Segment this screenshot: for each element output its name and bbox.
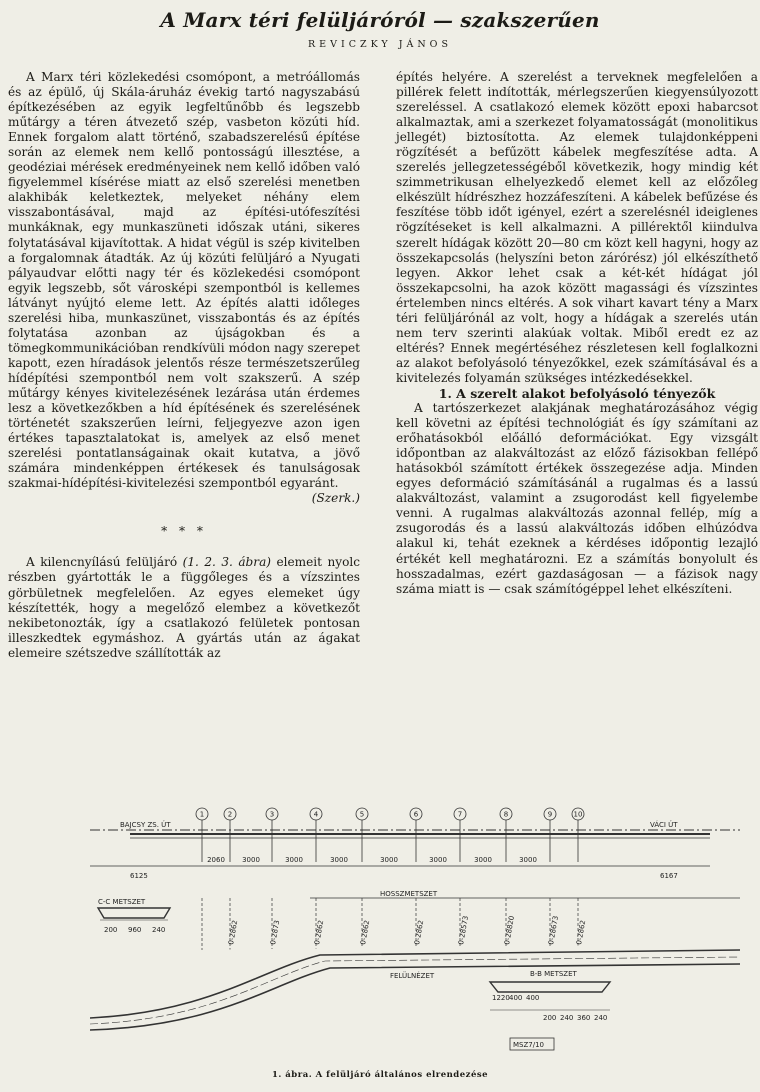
- bb-dimension: 360: [577, 1014, 591, 1022]
- bridge-drawing-svg: [90, 800, 750, 1062]
- figure-caption: 1. ábra. A felüljáró általános elrendezése: [271, 1070, 489, 1080]
- intro-paragraph: A Marx téri közlekedési csomópont, a metróállomás és az épülő, új Skála-áruház évekig tartó nagyszabású építkezésében az egyik legfeltűnőbb és legszebb műtárgy a téren átvezető szép, vasbeton közúti híd. Ennek forgalom alatt történő, szabadszerelésű építése során az elemek nem kellő pontosságú illesztése, a geodéziai mérések eredményeinek nem kellő időben való figyelemmel kísérése miatt az első szerelési menetben alakhibák keletkeztek, melyeket néhány elem visszabontásával, majd az építési-utófeszítési munkáknak, egy munkaszüneti időszak utáni, sikeres folytatásával kijavítottak. A hidat végül is szép kivitelben a forgalomnak átadták. Az új közúti felüljáró a Nyugati pályaudvar előtti nagy tér és közlekedési csomópont egyik legszebb, sőt városképi szempontból is kellemes látványt nyújtó eleme lett. Az építés alatti időleges szerelési hiba, munkaszünet, visszabontás és az építés folytatása azonban az újságokban és a tömegkommunikációban rendkívüli módon nagy szerepet kapott, ezen híradások jelentős része természetszerűleg hídépítési szempontból nem volt szakszerű. A szép műtárgy kényes kivitelezésének lezárása után érdemes lesz a következőkben a híd építésének és szerelésének történetét szakszerűen leírni, feljegyezve azon igen értékes tapasztalatokat is, amelyek az első menet szerelési pontatlanságainak okait kutatva, a jövő számára mindenképpen értékesek és tanulságosak szakmai-hídépítési-kivitelezési szempontból egyaránt.: [8, 70, 360, 491]
- longitudinal-label: HOSSZMETSZET: [380, 890, 438, 898]
- pier-number: 3: [269, 810, 275, 819]
- body-paragraph-1: [8, 555, 360, 660]
- article-title: A Marx téri felüljáróról — szakszerűen: [160, 8, 600, 32]
- bb-dimension: 240: [560, 1014, 574, 1022]
- pier-number: 9: [547, 810, 553, 819]
- elevation-label: 0-28820: [503, 915, 517, 946]
- elevation-label: 0-2862: [227, 919, 240, 946]
- pier-number: 7: [457, 810, 463, 819]
- right-road-label: VÁCI ÚT: [650, 821, 678, 829]
- left-column: [8, 70, 360, 661]
- pier-number: 4: [313, 810, 319, 819]
- bb-dimension: 240: [594, 1014, 608, 1022]
- bb-section-shape: [490, 982, 610, 992]
- bridge-drawing: [90, 800, 750, 1062]
- span-dimension: 3000: [429, 856, 447, 864]
- stamp-text: MSZ7/10: [513, 1041, 544, 1049]
- span-dimension: 3000: [285, 856, 303, 864]
- elevation-label: 0-2862: [359, 919, 372, 946]
- bb-dimension: 1220: [492, 994, 510, 1002]
- pier-number: 8: [503, 810, 509, 819]
- section-heading: 1. A szerelt alakot befolyásoló tényezők: [438, 385, 716, 401]
- elevation-label: 0-28573: [457, 915, 471, 946]
- plan-label: FELÜLNÉZET: [390, 972, 435, 980]
- end-dimension-left: 6125: [130, 872, 148, 880]
- span-dimension: 3000: [380, 856, 398, 864]
- section-separator: * * *: [161, 524, 207, 539]
- cc-section-shape: [98, 908, 170, 918]
- span-dimension: 3000: [242, 856, 260, 864]
- bb-dimension: 400: [509, 994, 523, 1002]
- end-dimension-right: 6167: [660, 872, 678, 880]
- pier-number: 2: [227, 810, 233, 819]
- figure-reference: (1. 2. 3. ábra): [182, 555, 272, 570]
- cc-dimension: 960: [128, 926, 142, 934]
- elevation-label: 0-28673: [547, 915, 561, 946]
- body-paragraph-3: A tartószerkezet alakjának meghatározásához végig kell követni az építési technológiát és így számítani az erőhatásokból előálló deformációkat. Egy vizsgált időpontban az alakváltozást az előző fázisokban fellépő hatásokból számított értékek összegezése adja. Minden egyes deformáció számításánál a rugalmas és a lassú alakváltozást, valamint a zsugorodást kell figyelembe venni. A rugalmas alakváltozás azonnal fellép, míg a zsugorodás és a lassú alakváltozás időben elhúzódva alakul ki, tehát ezeknek a kérdéses időpontig lezajló értékét kell meghatározni. Ez a számítás bonyolult és hosszadalmas, ezért gazdaságosan — a fázisok nagy száma miatt is — csak számítógéppel lehet elkészíteni.: [396, 401, 758, 596]
- span-dimension: 3000: [330, 856, 348, 864]
- body-paragraph-2: építés helyére. A szerelést a terveknek megfelelően a pillérek felett indították, mérlegszerűen kiegyensúlyozott szereléssel. A csatlakozó elemek között epoxi habarcsot alkalmaztak, ami a szerkezet folyamatosságát (monolitikus jellegét) biztosította. Az elemek tulajdonképpeni rögzítését a befűzött kábelek megfeszítése adta. A szerelés jellegzetességéből következik, hogy mindig két szimmetrikusan elhelyezkedő elemet kell az előzőleg elkészült hídrészhez hozzáfeszíteni. A kábelek befűzése és feszítése több időt igényel, ezért a szerelésnél ideiglenes rögzítéseket is kell alkalmazni. A pillérektől kiindulva szerelt hídágak között 20—80 cm közt kell hagyni, hogy az összekapcsolás (helyszíni beton zárórész) jól elkészíthető legyen. Akkor lehet csak a két-két hídágat jól összekapcsolni, ha azok között magassági és vízszintes értelemben nincs eltérés. A sok vihart kavart tény a Marx téri felüljárónál az volt, hogy a hídágak a szerelés után nem terv szerinti alakúak voltak. Miből eredt ez az eltérés? Ennek megértéséhez részletesen kell foglalkozni az alakot befolyásoló tényezőkkel, ezek számításával és a kivitelezés folyamán szükséges intézkedésekkel.: [396, 70, 758, 385]
- pier-number: 1: [199, 810, 205, 819]
- bb-dimension: 400: [526, 994, 540, 1002]
- elevation-label: 0-2862: [313, 919, 326, 946]
- elevation-label: 0-2862: [575, 919, 588, 946]
- left-road-label: BAJCSY ZS. ÚT: [120, 821, 171, 829]
- body-text-end: elemeit nyolc részben gyártották le a függőleges és a vízszintes görbületnek megfelelően. Az egyes elemeket úgy készítették, hogy a megelőző elembez a következőt nekibetonozták, így a csatlakozó felületek pontosan illeszkedtek egymáshoz. A gyártás után az ágakat elemeire szétszedve szállították az: [8, 555, 361, 660]
- pier-number: 6: [413, 810, 419, 819]
- span-dimension: 3000: [474, 856, 492, 864]
- cc-dimension: 240: [152, 926, 166, 934]
- cc-section-label: C-C METSZET: [98, 898, 146, 906]
- pier-number: 5: [359, 810, 365, 819]
- article-author: REVICZKY JÁNOS: [308, 39, 452, 50]
- right-column: [396, 70, 758, 597]
- elevation-label: 0-2862: [413, 919, 426, 946]
- span-dimension: 2060: [207, 856, 225, 864]
- bb-section-label: B-B METSZET: [530, 970, 577, 978]
- elevation-label: 0-2873: [269, 919, 282, 946]
- editor-signoff: (Szerk.): [311, 491, 360, 506]
- cc-dimension: 200: [104, 926, 118, 934]
- body-text-start: A kilencnyílású felüljáró: [26, 555, 183, 570]
- pier-number: 10: [573, 810, 583, 819]
- bb-dimension: 200: [543, 1014, 557, 1022]
- span-dimension: 3000: [519, 856, 537, 864]
